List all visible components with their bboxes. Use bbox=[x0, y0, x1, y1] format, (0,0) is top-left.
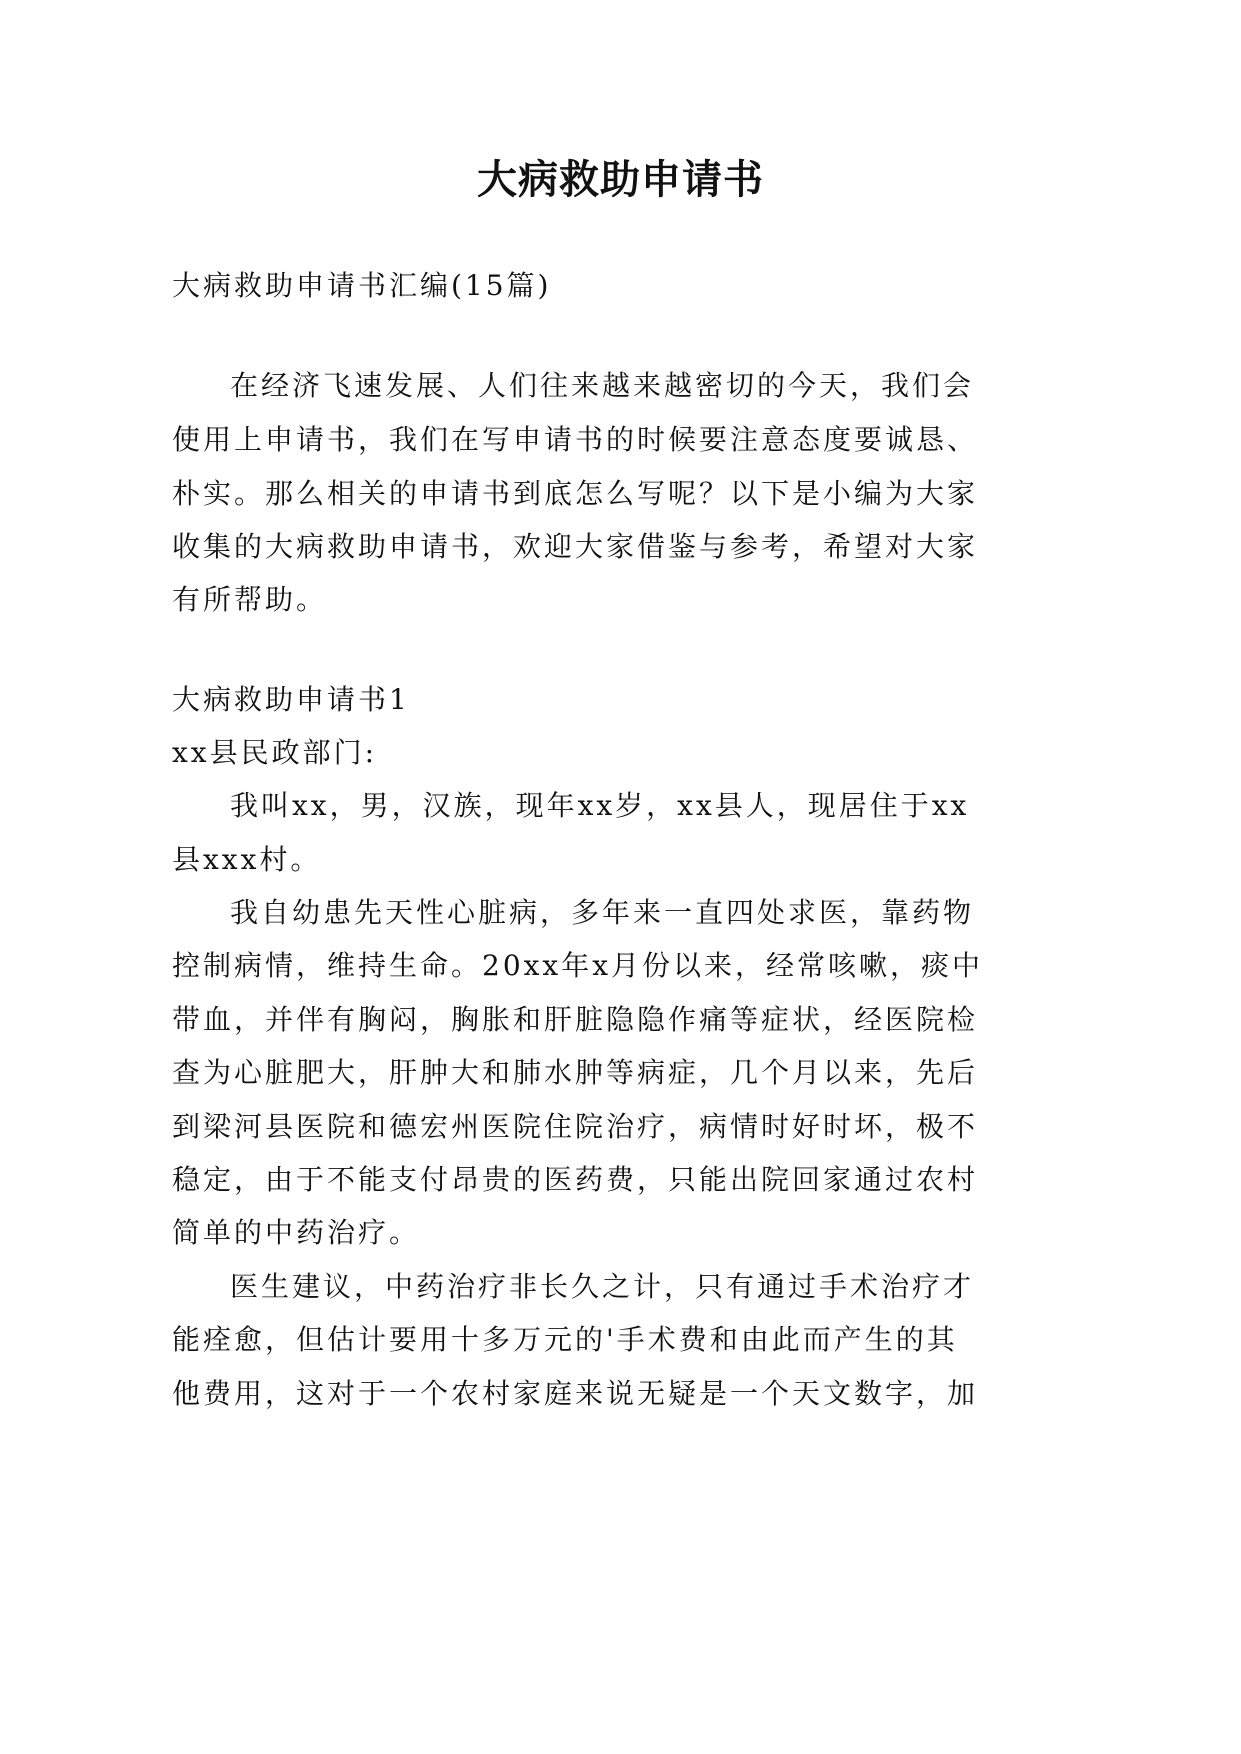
paragraph-line: 简单的中药治疗。 bbox=[172, 1216, 421, 1249]
intro-line: 有所帮助。 bbox=[172, 583, 328, 616]
paragraph-line: 医生建议，中药治疗非长久之计，只有通过手术治疗才 bbox=[230, 1270, 975, 1303]
paragraph-line: 到梁河县医院和德宏州医院住院治疗，病情时好时坏，极不 bbox=[172, 1110, 979, 1143]
paragraph-line: 我叫xx，男，汉族，现年xx岁，xx县人，现居住于xx bbox=[230, 789, 970, 822]
intro-line: 收集的大病救助申请书，欢迎大家借鉴与参考，希望对大家 bbox=[172, 530, 979, 563]
intro-line: 使用上申请书，我们在写申请书的时候要注意态度要诚恳、 bbox=[172, 423, 979, 456]
document-title: 大病救助申请书 bbox=[477, 157, 764, 203]
paragraph-line: 稳定，由于不能支付昂贵的医药费，只能出院回家通过农村 bbox=[172, 1163, 979, 1196]
salutation: xx县民政部门: bbox=[172, 736, 378, 769]
paragraph-line: 带血，并伴有胸闷，胸胀和肝脏隐隐作痛等症状，经医院检 bbox=[172, 1003, 979, 1036]
paragraph-line: 查为心脏肥大，肝肿大和肺水肿等病症，几个月以来，先后 bbox=[172, 1056, 979, 1089]
intro-line: 在经济飞速发展、人们往来越来越密切的今天，我们会 bbox=[230, 369, 975, 402]
paragraph-line: 他费用，这对于一个农村家庭来说无疑是一个天文数字，加 bbox=[172, 1377, 979, 1410]
document-subtitle: 大病救助申请书汇编(15篇) bbox=[172, 269, 552, 302]
intro-line: 朴实。那么相关的申请书到底怎么写呢？以下是小编为大家 bbox=[172, 477, 979, 510]
paragraph-line: 我自幼患先天性心脏病，多年来一直四处求医，靠药物 bbox=[230, 896, 975, 929]
section-heading: 大病救助申请书1 bbox=[172, 683, 410, 716]
paragraph-line: 控制病情，维持生命。20xx年x月份以来，经常咳嗽，痰中 bbox=[172, 949, 984, 982]
paragraph-line: 能痊愈，但估计要用十多万元的'手术费和由此而产生的其 bbox=[172, 1323, 958, 1356]
paragraph-line: 县xxx村。 bbox=[172, 843, 322, 876]
